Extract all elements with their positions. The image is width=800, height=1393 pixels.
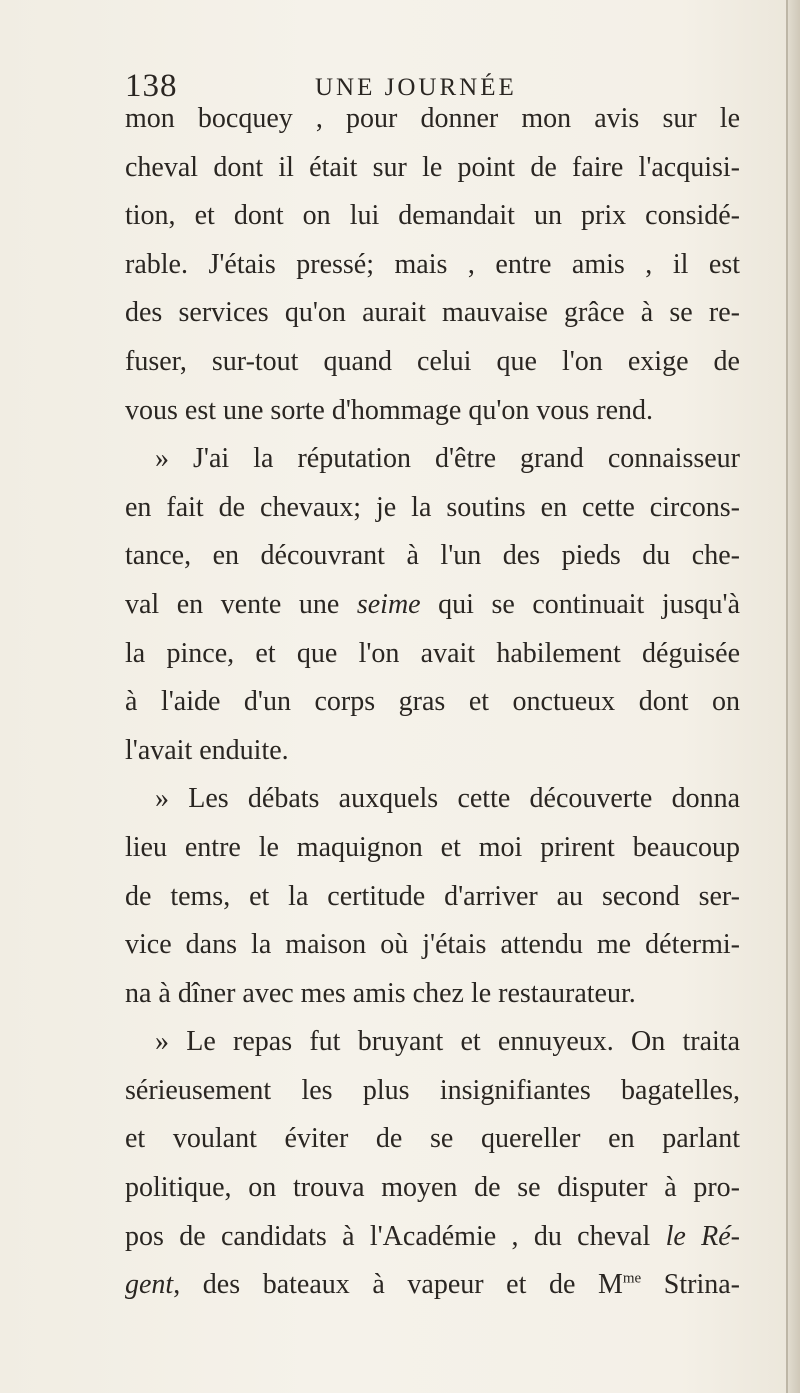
text-segment: Strina-	[641, 1269, 740, 1301]
body-text	[125, 95, 740, 1310]
text-segment: , des bateaux à vapeur et de M	[173, 1269, 623, 1301]
text-line: fuser, sur-tout quand celui que l'on exige de	[125, 345, 740, 377]
text-line: » Le repas fut bruyant et ennuyeux. On traita	[155, 1026, 740, 1058]
text-line: des services qu'on aurait mauvaise grâce à se re-	[125, 297, 740, 329]
italic-title-continued: gent	[125, 1269, 174, 1301]
text-line: cheval dont il était sur le point de faire l'acquisi-	[125, 151, 740, 183]
italic-title-le-regent: le Ré-	[665, 1220, 740, 1252]
text-line: et voulant éviter de se quereller en parlant	[125, 1123, 740, 1155]
text-line: sérieusement les plus insignifiantes bagatelles,	[125, 1074, 740, 1106]
text-segment: pos de candidats à l'Académie , du cheval	[125, 1220, 651, 1252]
page-edge-line	[786, 0, 788, 1393]
italic-term-seime: seime	[356, 588, 421, 620]
text-line: politique, on trouva moyen de se disputer à pro-	[125, 1172, 740, 1204]
text-line: l'avait enduite.	[125, 734, 289, 766]
text-line	[125, 1213, 740, 1262]
text-line: vous est une sorte d'hommage qu'on vous rend.	[125, 394, 654, 426]
text-line: à l'aide d'un corps gras et onctueux dont on	[125, 686, 740, 718]
text-line: rable. J'étais pressé; mais , entre amis , il est	[125, 248, 740, 280]
text-line: » J'ai la réputation d'être grand connaisseur	[155, 443, 740, 475]
text-line: tion, et dont on lui demandait un prix considé-	[125, 200, 740, 232]
running-head: UNE JOURNÉE	[315, 74, 517, 101]
text-line: la pince, et que l'on avait habilement déguisée	[125, 637, 740, 669]
text-line	[125, 581, 740, 630]
text-line	[125, 1261, 740, 1310]
page-number: 138	[125, 68, 178, 104]
text-line: na à dîner avec mes amis chez le restaurateur.	[125, 977, 636, 1009]
text-line: tance, en découvrant à l'un des pieds du che-	[125, 540, 740, 572]
text-line: vice dans la maison où j'étais attendu me détermi-	[125, 929, 740, 961]
text-line: de tems, et la certitude d'arriver au second ser-	[125, 880, 740, 912]
text-line: en fait de chevaux; je la soutins en cette circons-	[125, 491, 740, 523]
text-line: lieu entre le maquignon et moi prirent beaucoup	[125, 831, 740, 863]
text-segment: qui se continuait jusqu'à	[438, 588, 741, 620]
text-line: mon bocquey , pour donner mon avis sur le	[125, 103, 740, 134]
superscript-me: me	[622, 1270, 642, 1287]
text-segment: val en vente une	[125, 588, 340, 620]
page-gutter	[786, 0, 800, 1393]
text-line: » Les débats auxquels cette découverte donna	[155, 783, 740, 815]
